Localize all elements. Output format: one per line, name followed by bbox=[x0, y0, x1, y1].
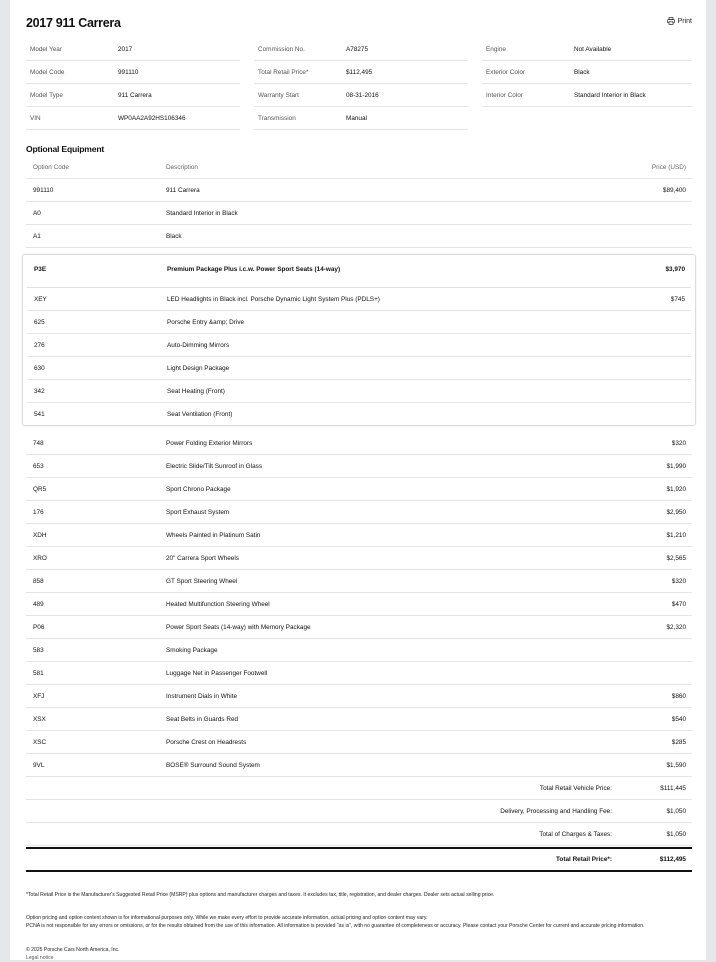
spec-interior-color: Interior Color Standard Interior in Black bbox=[482, 84, 692, 107]
vehicle-spec-table bbox=[26, 38, 692, 130]
printer-icon bbox=[667, 17, 675, 25]
copyright: © 2025 Porsche Cars North America, Inc. bbox=[26, 947, 120, 953]
spec-commission-no: Commission No. A78275 bbox=[254, 38, 468, 61]
spec-model-year: Model Year 2017 bbox=[26, 38, 240, 61]
package-item-row: 342 Seat Heating (Front) bbox=[27, 380, 691, 403]
spec-exterior-color: Exterior Color Black bbox=[482, 61, 692, 84]
package-item-row: XEY LED Headlights in Black incl. Porsche Dynamic Light System Plus (PDLS+) $745 bbox=[27, 288, 691, 311]
spec-model-code: Model Code 991110 bbox=[26, 61, 240, 84]
legal-notice-link[interactable]: Legal notice bbox=[26, 955, 54, 961]
table-row: 991110 911 Carrera $89,400 bbox=[26, 179, 692, 202]
table-row: XSC Porsche Crest on Headrests $285 bbox=[26, 731, 692, 754]
package-item-row: 541 Seat Ventilation (Front) bbox=[34, 411, 233, 418]
table-row: 581 Luggage Net in Passenger Footwell bbox=[26, 662, 692, 685]
disclaimer bbox=[26, 914, 696, 930]
header-description: Description bbox=[166, 164, 198, 171]
table-row: XRO 20" Carrera Sport Wheels $2,565 bbox=[26, 547, 692, 570]
print-button[interactable] bbox=[667, 17, 692, 25]
table-row: 489 Heated Multifunction Steering Wheel $470 bbox=[26, 593, 692, 616]
disclaimer-line-2: PCNA is not responsible for any errors or omissions, or for the results obtained from the use of this information. All information is provided "as is", with no guarantee of completeness or accuracy. Please contact your Porsche Center for current and accurate pricing information. bbox=[26, 923, 645, 929]
total-vehicle-price-row: Total Retail Vehicle Price: $111,445 bbox=[26, 777, 692, 800]
header bbox=[26, 14, 692, 34]
spec-total-retail-price: Total Retail Price* $112,495 bbox=[254, 61, 468, 84]
package-item-row: 276 Auto-Dimming Mirrors bbox=[27, 334, 691, 357]
table-row: XFJ Instrument Dials in White $860 bbox=[26, 685, 692, 708]
package-item-row: 630 Light Design Package bbox=[27, 357, 691, 380]
table-row: QR5 Sport Chrono Package $1,920 bbox=[26, 478, 692, 501]
table-header bbox=[26, 157, 692, 179]
total-charges-taxes-row: Total of Charges & Taxes: $1,050 bbox=[26, 823, 692, 846]
table-row: P06 Power Sport Seats (14-way) with Memory Package $2,320 bbox=[26, 616, 692, 639]
table-row: 583 Smoking Package bbox=[26, 639, 692, 662]
table-row: XSX Seat Belts in Guards Red $540 bbox=[26, 708, 692, 731]
spec-transmission: Transmission Manual bbox=[254, 107, 468, 130]
spec-engine: Engine Not Available bbox=[482, 38, 692, 61]
package-item-row: 625 Porsche Entry &amp; Drive bbox=[27, 311, 691, 334]
spec-warranty-start: Warranty Start 08-31-2016 bbox=[254, 84, 468, 107]
package-group bbox=[22, 254, 696, 426]
footnote-retail-price: *Total Retail Price is the Manufacturer's Suggested Retail Price (MSRP) plus options and manufacturer charges and taxes. It excludes tax, title, registration, and dealer charges. Dealer sets actual selling price. bbox=[26, 892, 495, 898]
table-row: 748 Power Folding Exterior Mirrors $320 bbox=[26, 432, 692, 455]
table-row: 653 Electric Slide/Tilt Sunroof in Glass $1,990 bbox=[26, 455, 692, 478]
total-retail-price-row: Total Retail Price*: $112,495 bbox=[26, 847, 692, 872]
table-row: 176 Sport Exhaust System $2,950 bbox=[26, 501, 692, 524]
table-row: A0 Standard Interior in Black bbox=[26, 202, 692, 225]
optional-equipment-table bbox=[26, 157, 692, 872]
disclaimer-line-1: Option pricing and option content shown is for informational purposes only. While we make every effort to provide accurate information, actual pricing and option content may vary. bbox=[26, 915, 428, 921]
totals-section bbox=[26, 777, 692, 872]
header-option-code: Option Code bbox=[33, 164, 69, 171]
print-label: Print bbox=[677, 17, 692, 25]
table-row: 9VL BOSE® Surround Sound System $1,590 bbox=[26, 754, 692, 777]
delivery-fee-row: Delivery, Processing and Handling Fee: $1,050 bbox=[26, 800, 692, 823]
document-page bbox=[10, 0, 706, 960]
spec-model-type: Model Type 911 Carrera bbox=[26, 84, 240, 107]
section-title-optional-equipment: Optional Equipment bbox=[26, 144, 105, 154]
package-row: P3E Premium Package Plus i.c.w. Power Sport Seats (14-way) $3,970 bbox=[27, 255, 691, 288]
header-price: Price (USD) bbox=[651, 164, 686, 171]
table-row: 858 GT Sport Steering Wheel $320 bbox=[26, 570, 692, 593]
table-row: A1 Black bbox=[26, 225, 692, 248]
spec-vin: VIN WP0AA2A92HS106346 bbox=[26, 107, 240, 130]
page-title: 2017 911 Carrera bbox=[26, 16, 121, 30]
table-row: XDH Wheels Painted in Platinum Satin $1,210 bbox=[26, 524, 692, 547]
